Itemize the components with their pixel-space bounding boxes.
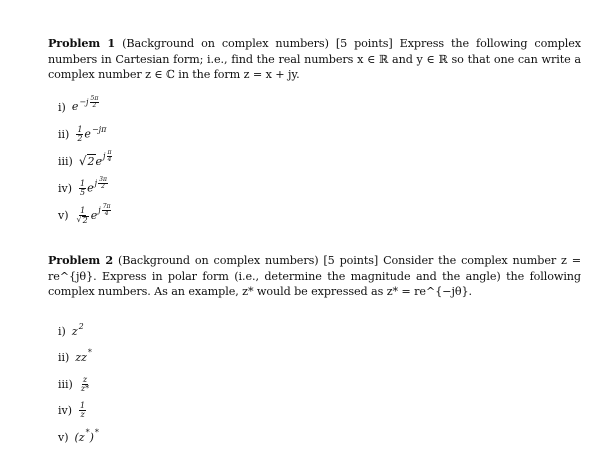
problem2-statement — [48, 253, 581, 300]
problem1-intro-line1: (Background on complex numbers) [5 points] Express the following complex numbers — [48, 37, 581, 66]
math-expression: √ 2 ej $\frac{\pi}{4}$ — [78, 149, 112, 168]
math-expression: zz* — [75, 348, 92, 365]
problem2-item-v — [58, 424, 99, 451]
problem2-item-ii — [58, 345, 99, 372]
item-label: ii) — [58, 351, 70, 365]
math-expression: (z*)* — [74, 427, 99, 444]
math-expression: $\frac{1}{z}$ — [80, 401, 86, 420]
item-label: iii) — [58, 155, 73, 168]
item-label: i) — [58, 324, 66, 338]
item-label: v) — [58, 430, 69, 444]
problem1-intro-line2: in Cartesian form; i.e., find the real numbers x ∈ ℝ and y ∈ ℝ so that one can write a complex — [48, 52, 581, 82]
problem2-item-iv — [58, 398, 99, 425]
problem2-item-iii — [58, 371, 99, 398]
problem1-item-i — [58, 94, 113, 121]
math-expression: $\frac{z}{z*}$ — [80, 374, 90, 393]
problem1-item-v — [58, 202, 113, 229]
problem2-item-list — [58, 318, 99, 451]
math-expression: z2 — [71, 321, 84, 338]
problem2-heading: Problem 2 — [48, 253, 114, 267]
problem2-intro-line2: Express in polar form (i.e., determine the magnitude and the angle) the following complex numbers. — [48, 269, 581, 299]
problem2-intro-line1: (Background on complex numbers) [5 points] Consider the complex number z = re^{jθ}. — [48, 254, 581, 283]
problem1-item-list — [58, 94, 113, 229]
problem1-item-iv — [58, 175, 113, 202]
problem1-heading: Problem 1 — [48, 36, 116, 50]
math-expression: $\frac{1}{2}$ e−jπ — [77, 124, 107, 143]
problem2-item-i — [58, 318, 99, 345]
problem2-intro-line3: As an example, z* would be expressed as z* = re^{−jθ}. — [154, 285, 472, 299]
item-label: iv) — [58, 182, 73, 195]
math-expression: 1 √ 2 ej $\frac{7\pi}{4}$ — [76, 203, 111, 225]
item-label: iv) — [58, 404, 73, 418]
item-label: ii) — [58, 128, 70, 141]
problem1-statement — [48, 36, 581, 83]
problem1-item-ii — [58, 121, 113, 148]
math-expression: $\frac{1}{5}$ ej $\frac{3\pi}{2}$ — [80, 176, 107, 197]
item-label: i) — [58, 101, 66, 114]
problem1-intro-line3: number z ∈ ℂ in the form z = x + jy. — [98, 68, 300, 82]
item-label: iii) — [58, 377, 73, 391]
item-label: v) — [58, 209, 69, 222]
problem1-item-iii — [58, 148, 113, 175]
math-expression: e−j $\frac{5\pi}{2}$ — [71, 94, 99, 114]
